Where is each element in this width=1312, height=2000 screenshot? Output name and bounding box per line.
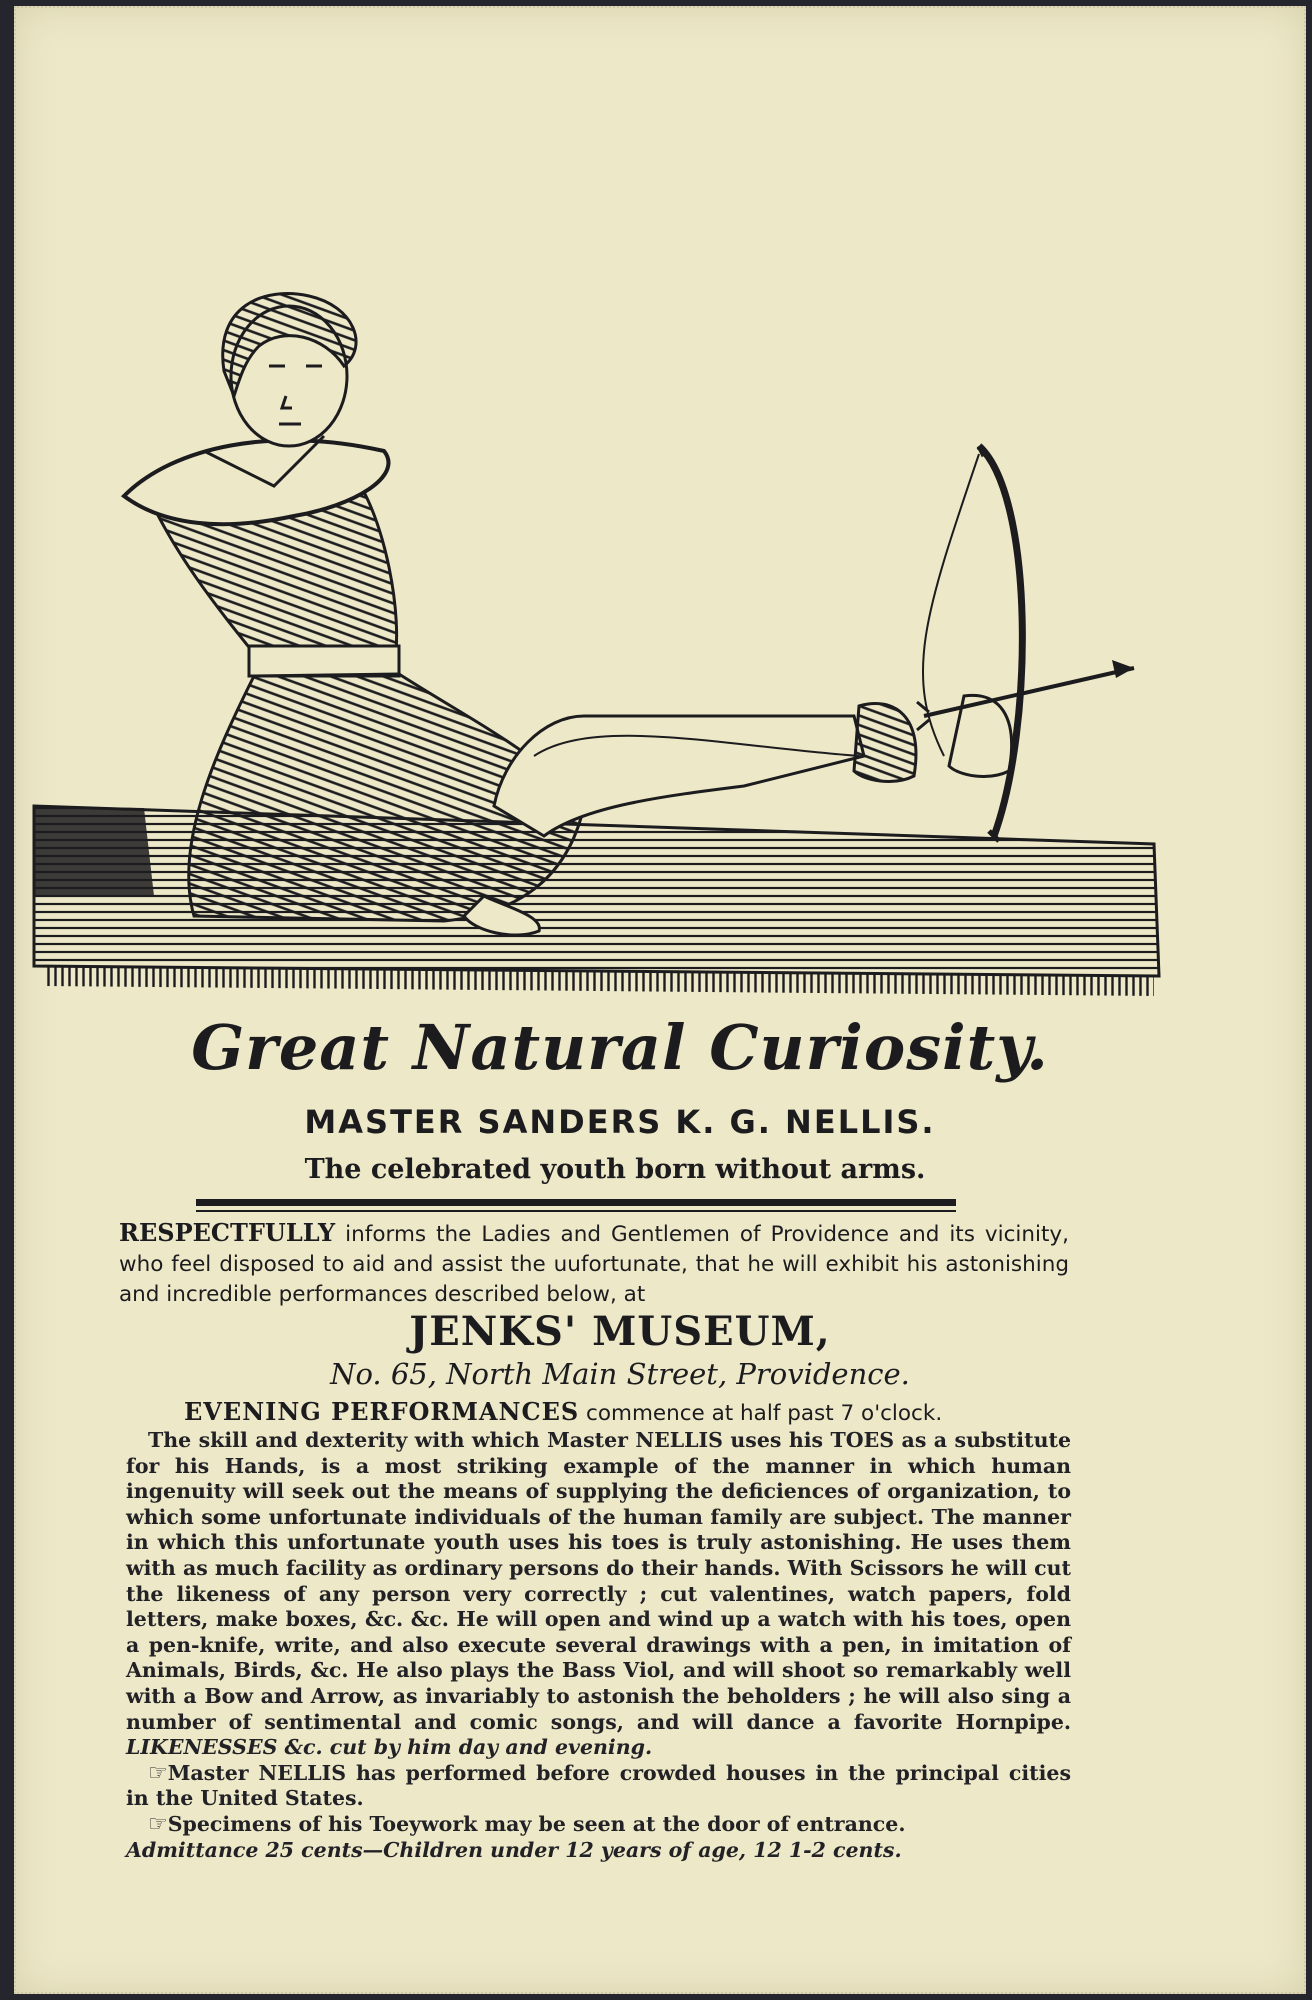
evening-lead: EVENING PERFORMANCES — [184, 1397, 580, 1426]
evening-performances — [184, 1397, 1084, 1426]
intro-text: informs the Ladies and Gentlemen of Providence and its vicinity, who feel disposed to aid and assist the uufortunate, that he will exhibit his astonishing and incredible performances described below, at — [119, 1222, 1069, 1307]
venue-name: JENKS' MUSEUM, — [409, 1308, 831, 1355]
pointing-hand-icon: ☞ — [148, 1811, 168, 1837]
likeness-note: LIKENESSES &c. cut by him day and evening. — [126, 1735, 653, 1760]
poster-title: Great Natural Curiosity. — [191, 1011, 1049, 1084]
double-rule-divider — [196, 1199, 956, 1206]
intro-paragraph — [119, 1218, 1069, 1310]
performer-name: MASTER SANDERS K. G. NELLIS. — [304, 1103, 936, 1141]
venue-address: No. 65, North Main Street, Providence. — [330, 1357, 910, 1391]
body-paragraph: The skill and dexterity with which Master NELLIS uses his TOES as a substitute for his Hands, is a most striking example of the manner in which human ingenuity will seek out the means of supplying the deficiences of organization, to which some unfortunate individuals of the human family are subject. The manner in which this unfortunate youth uses his toes is truly astonishing. He uses them with as much facility as ordinary persons do their hands. With Scissors he will cut the likeness of any person very correctly ; cut valentines, watch papers, fold letters, make boxes, &c. &c. He will open and wind up a watch with his toes, open a pen-knife, write, and also execute several drawings with a pen, in imitation of Animals, Birds, &c. He also plays the Bass Viol, and will shoot so remarkably well with a Bow and Arrow, as invariably to astonish the beholders ; he will also sing a number of sentimental and comic songs, and will dance a favorite Hornpipe. — [126, 1428, 1071, 1734]
broadside-paper — [14, 6, 1306, 1994]
evening-text: commence at half past 7 o'clock. — [579, 1401, 943, 1426]
body-text — [126, 1428, 1071, 1863]
note-performed: Master NELLIS has performed before crowded houses in the principal cities in the United States. — [126, 1760, 1071, 1811]
note-specimens: Specimens of his Toeywork may be seen at the door of entrance. — [167, 1811, 906, 1836]
intro-lead: RESPECTFULLY — [119, 1218, 336, 1247]
woodcut-illustration — [24, 196, 1164, 1026]
pointing-hand-icon: ☞ — [148, 1760, 168, 1786]
tagline: The celebrated youth born without arms. — [304, 1154, 926, 1185]
admittance-line: Admittance 25 cents—Children under 12 years of age, 12 1-2 cents. — [126, 1837, 902, 1862]
bow-and-arrow — [917, 446, 1134, 841]
